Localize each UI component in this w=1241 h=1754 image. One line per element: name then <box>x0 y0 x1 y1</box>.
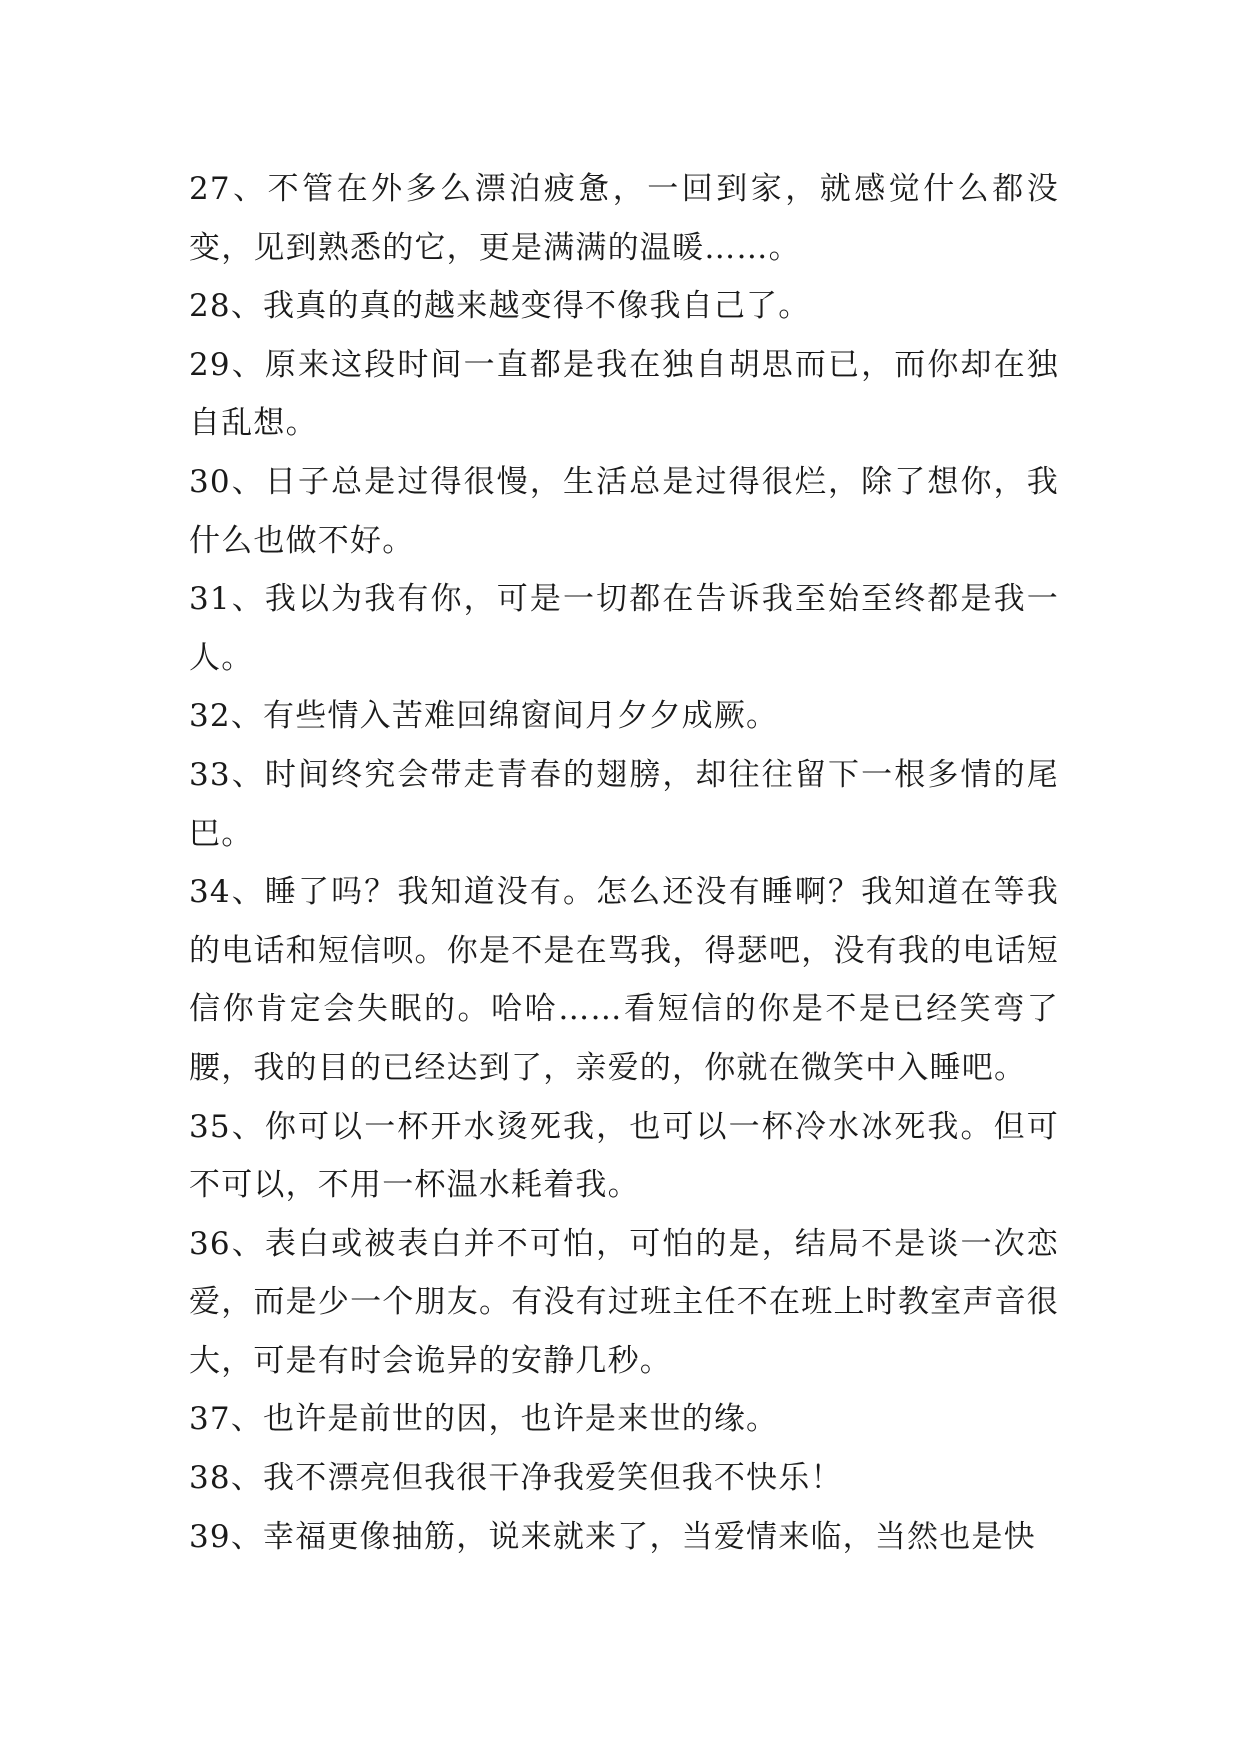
entry-34: 34、睡了吗？我知道没有。怎么还没有睡啊？我知道在等我的电话和短信呗。你是不是在骂我，得瑟吧，没有我的电话短信你肯定会失眠的。哈哈……看短信的你是不是已经笑弯了腰，我的目的已经达到了，亲爱的，你就在微笑中入睡吧。 <box>189 874 1059 1086</box>
entry-30: 30、日子总是过得很慢，生活总是过得很烂，除了想你，我什么也做不好。 <box>189 463 1059 559</box>
entry-31: 31、我以为我有你，可是一切都在告诉我至始至终都是我一人。 <box>189 581 1059 676</box>
entry-39: 39、幸福更像抽筋，说来就来了，当爱情来临，当然也是快 <box>189 1518 1036 1555</box>
document-body <box>189 160 1059 1566</box>
entry-33: 33、时间终究会带走青春的翅膀，却往往留下一根多情的尾巴。 <box>189 756 1059 852</box>
entry-29: 29、原来这段时间一直都是我在独自胡思而已，而你却在独自乱想。 <box>189 346 1059 442</box>
entry-35: 35、你可以一杯开水烫死我，也可以一杯冷水冰死我。但可不可以，不用一杯温水耗着我。 <box>189 1108 1059 1204</box>
entry-36: 36、表白或被表白并不可怕，可怕的是，结局不是谈一次恋爱，而是少一个朋友。有没有过班主任不在班上时教室声音很大，可是有时会诡异的安静几秒。 <box>189 1225 1059 1379</box>
entry-27: 27、不管在外多么漂泊疲惫，一回到家，就感觉什么都没变，见到熟悉的它，更是满满的温暖……。 <box>189 171 1059 266</box>
entry-28: 28、我真的真的越来越变得不像我自己了。 <box>189 288 811 325</box>
entry-38: 38、我不漂亮但我很干净我爱笑但我不快乐！ <box>189 1460 843 1497</box>
entry-37: 37、也许是前世的因，也许是来世的缘。 <box>189 1401 779 1438</box>
entry-32: 32、有些情入苦难回绵窗间月夕夕成厥。 <box>189 698 779 735</box>
